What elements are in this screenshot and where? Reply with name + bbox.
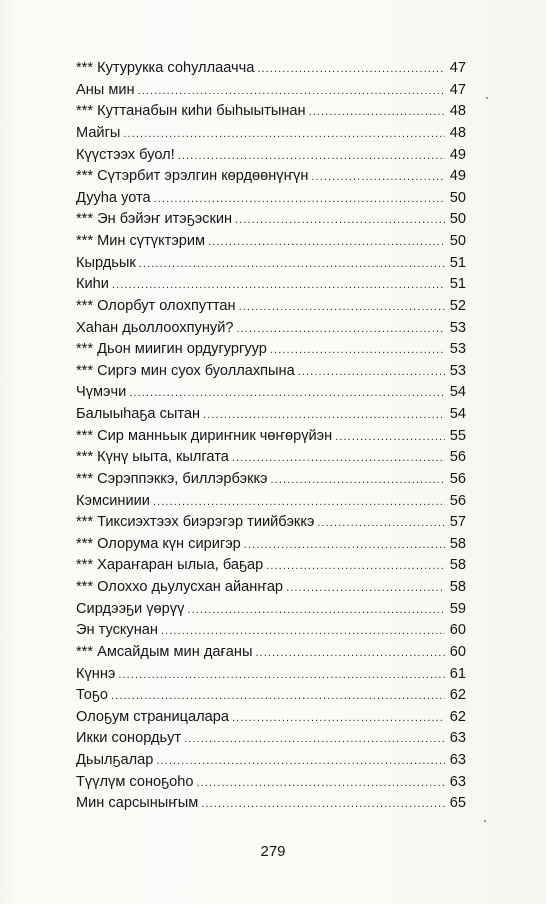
toc-entry bbox=[76, 209, 466, 231]
toc-entry bbox=[76, 491, 466, 513]
toc-entry-page: 63 bbox=[449, 773, 466, 790]
toc-entry-title: Дууһа уота bbox=[76, 189, 151, 206]
toc-dot-leader bbox=[235, 210, 445, 232]
toc-dot-leader bbox=[201, 794, 445, 816]
toc-entry-page: 59 bbox=[449, 600, 466, 617]
toc-dot-leader bbox=[112, 275, 445, 297]
toc-entry-page: 53 bbox=[449, 341, 466, 358]
toc-dot-leader bbox=[138, 81, 445, 103]
toc-dot-leader bbox=[178, 146, 445, 168]
toc-entry bbox=[76, 188, 466, 210]
page-number: 279 bbox=[260, 843, 286, 860]
toc-dot-leader bbox=[232, 448, 445, 470]
toc-entry-page: 58 bbox=[449, 535, 466, 552]
toc-dot-leader bbox=[244, 535, 445, 557]
toc-entry-title: Олоҕум страницалара bbox=[76, 708, 229, 725]
toc-entry bbox=[76, 274, 466, 296]
toc-entry-page: 62 bbox=[449, 708, 466, 725]
toc-entry-title: Киһи bbox=[76, 276, 109, 293]
toc-dot-leader bbox=[184, 729, 445, 751]
toc-entry-page: 50 bbox=[449, 233, 466, 249]
toc-entry-title: *** Олоххо дьулусхан айанҥар bbox=[76, 579, 284, 595]
toc-entry-title: Чүмэчи bbox=[76, 384, 127, 401]
toc-dot-leader bbox=[257, 59, 445, 81]
toc-dot-leader bbox=[153, 492, 445, 514]
toc-entry bbox=[76, 318, 466, 340]
toc-entry bbox=[76, 620, 466, 642]
toc-dot-leader bbox=[118, 665, 445, 687]
toc-entry-page: 65 bbox=[449, 795, 466, 812]
toc-entry-title: *** Олорума күн сиригэр bbox=[76, 535, 241, 552]
toc-dot-leader bbox=[298, 362, 445, 384]
toc-entry-title: Майгы bbox=[76, 124, 121, 141]
toc-dot-leader bbox=[187, 600, 445, 622]
toc-entry-title: *** Тиксиэхтээх биэрэгэр тиийбэккэ bbox=[76, 514, 315, 531]
toc-entry-title: Икки сонордьут bbox=[76, 730, 182, 747]
toc-dot-leader bbox=[270, 340, 445, 362]
toc-dot-leader bbox=[203, 405, 445, 427]
toc-entry-title: *** Сүтэрбит эрэлгин көрдөөнүҥүн bbox=[76, 168, 309, 185]
toc-entry-title: Күүстээх буол! bbox=[76, 146, 175, 163]
toc-entry-title: Эн тускунан bbox=[76, 622, 158, 639]
toc-entry-title: Кэмсиниии bbox=[76, 492, 150, 509]
toc-entry-page: 56 bbox=[449, 492, 466, 509]
toc-entry-page: 48 bbox=[449, 124, 466, 141]
toc-entry-page: 53 bbox=[449, 362, 466, 379]
toc-entry-title: Мин сарсыныҥым bbox=[76, 795, 199, 812]
toc-entry bbox=[76, 469, 466, 491]
toc-entry-title: Күннэ bbox=[76, 665, 116, 682]
toc-entry bbox=[76, 253, 466, 275]
toc-entry-page: 50 bbox=[449, 211, 466, 228]
toc-dot-leader bbox=[335, 427, 445, 449]
toc-entry bbox=[76, 296, 466, 318]
toc-entry-page: 54 bbox=[449, 384, 466, 401]
toc-entry-title: *** Сир манньык дириҥник чөҥөрүйэн bbox=[76, 427, 333, 444]
toc-entry-page: 51 bbox=[449, 276, 466, 293]
toc-entry-title: *** Сэрэппэккэ, биллэрбэккэ bbox=[76, 470, 268, 487]
toc-dot-leader bbox=[255, 643, 445, 665]
toc-entry-page: 60 bbox=[449, 622, 466, 639]
toc-dot-leader bbox=[309, 102, 445, 124]
toc-entry-page: 56 bbox=[449, 470, 466, 487]
toc-entry-title: *** Эн бэйэҥ итэҕэскин bbox=[76, 211, 233, 228]
toc-entry-title: *** Хараҥаран ылыа, баҕар bbox=[76, 557, 264, 574]
toc-entry bbox=[76, 512, 466, 534]
toc-entry-title: Дьылҕалар bbox=[76, 752, 154, 768]
table-of-contents bbox=[76, 58, 466, 815]
toc-entry-title: *** Амсайдым мин дағаны bbox=[76, 643, 253, 660]
toc-dot-leader bbox=[156, 751, 445, 773]
toc-entry-title: *** Олорбут олохпуттан bbox=[76, 297, 236, 314]
toc-entry bbox=[76, 642, 466, 664]
toc-dot-leader bbox=[239, 297, 445, 319]
toc-entry-page: 47 bbox=[449, 81, 466, 98]
toc-dot-leader bbox=[129, 383, 445, 405]
toc-entry-title: Хаһан дьоллоохпунуй? bbox=[76, 319, 234, 336]
toc-entry-page: 49 bbox=[449, 146, 466, 163]
toc-entry bbox=[76, 750, 466, 772]
toc-entry-page: 58 bbox=[449, 579, 466, 595]
toc-entry bbox=[76, 447, 466, 469]
toc-entry-page: 60 bbox=[449, 643, 466, 660]
toc-dot-leader bbox=[111, 686, 445, 708]
toc-entry bbox=[76, 166, 466, 188]
toc-entry-title: *** Кутурукка соһуллаачча bbox=[76, 60, 255, 76]
toc-dot-leader bbox=[311, 167, 445, 189]
toc-entry-page: 51 bbox=[449, 254, 466, 271]
toc-entry bbox=[76, 101, 466, 123]
toc-entry bbox=[76, 534, 466, 556]
toc-entry bbox=[76, 599, 466, 621]
toc-dot-leader bbox=[237, 319, 446, 341]
toc-entry bbox=[76, 685, 466, 707]
toc-entry-title: Аны мин bbox=[76, 81, 135, 98]
toc-entry bbox=[76, 793, 466, 815]
toc-entry bbox=[76, 404, 466, 426]
toc-dot-leader bbox=[197, 773, 445, 795]
toc-entry bbox=[76, 707, 466, 729]
toc-entry-page: 57 bbox=[449, 514, 466, 531]
toc-entry-title: *** Куттанабын киһи быһыытынан bbox=[76, 103, 306, 120]
toc-entry bbox=[76, 577, 466, 599]
toc-entry-page: 63 bbox=[449, 730, 466, 747]
toc-entry bbox=[76, 145, 466, 167]
toc-entry-title: Түүлүм соноҕоһо bbox=[76, 773, 194, 790]
toc-entry-page: 47 bbox=[449, 60, 466, 76]
toc-entry-page: 50 bbox=[449, 189, 466, 206]
toc-dot-leader bbox=[286, 578, 445, 600]
toc-entry-title: *** Мин сүтүктэрим bbox=[76, 233, 206, 249]
toc-entry-page: 53 bbox=[449, 319, 466, 336]
toc-entry bbox=[76, 80, 466, 102]
toc-dot-leader bbox=[154, 189, 445, 211]
toc-entry bbox=[76, 426, 466, 448]
paper-speck bbox=[484, 820, 486, 822]
toc-entry-page: 56 bbox=[449, 449, 466, 466]
toc-entry-title: *** Күнү ыыта, кылгата bbox=[76, 449, 229, 466]
toc-dot-leader bbox=[161, 621, 445, 643]
toc-entry-title: *** Дьон миигин ордугургуур bbox=[76, 341, 267, 358]
toc-entry-title: Тоҕо bbox=[76, 687, 109, 704]
toc-entry bbox=[76, 664, 466, 686]
toc-entry-page: 63 bbox=[449, 752, 466, 768]
toc-entry-page: 55 bbox=[449, 427, 466, 444]
toc-dot-leader bbox=[266, 556, 445, 578]
toc-entry bbox=[76, 58, 466, 80]
toc-entry-title: Балыыһаҕа сытан bbox=[76, 406, 201, 422]
toc-entry bbox=[76, 339, 466, 361]
toc-entry-page: 48 bbox=[449, 103, 466, 120]
toc-entry-page: 49 bbox=[449, 168, 466, 185]
toc-entry bbox=[76, 123, 466, 145]
toc-dot-leader bbox=[317, 513, 445, 535]
toc-entry-page: 52 bbox=[449, 297, 466, 314]
toc-dot-leader bbox=[271, 470, 445, 492]
toc-entry-title: *** Сиргэ мин суох буоллахпына bbox=[76, 362, 295, 379]
toc-dot-leader bbox=[232, 708, 445, 730]
toc-entry-title: Сирдээҕи үөрүү bbox=[76, 600, 185, 617]
toc-entry bbox=[76, 555, 466, 577]
toc-entry bbox=[76, 361, 466, 383]
toc-entry-page: 62 bbox=[449, 687, 466, 704]
toc-dot-leader bbox=[123, 124, 445, 146]
toc-dot-leader bbox=[208, 232, 445, 254]
toc-entry bbox=[76, 231, 466, 253]
toc-entry-page: 54 bbox=[449, 406, 466, 422]
toc-dot-leader bbox=[139, 254, 445, 276]
toc-entry bbox=[76, 772, 466, 794]
toc-entry-title: Кырдьык bbox=[76, 254, 136, 271]
toc-entry-page: 58 bbox=[449, 557, 466, 574]
toc-entry bbox=[76, 382, 466, 404]
paper-speck bbox=[486, 97, 488, 99]
toc-entry bbox=[76, 728, 466, 750]
toc-entry-page: 61 bbox=[449, 665, 466, 682]
